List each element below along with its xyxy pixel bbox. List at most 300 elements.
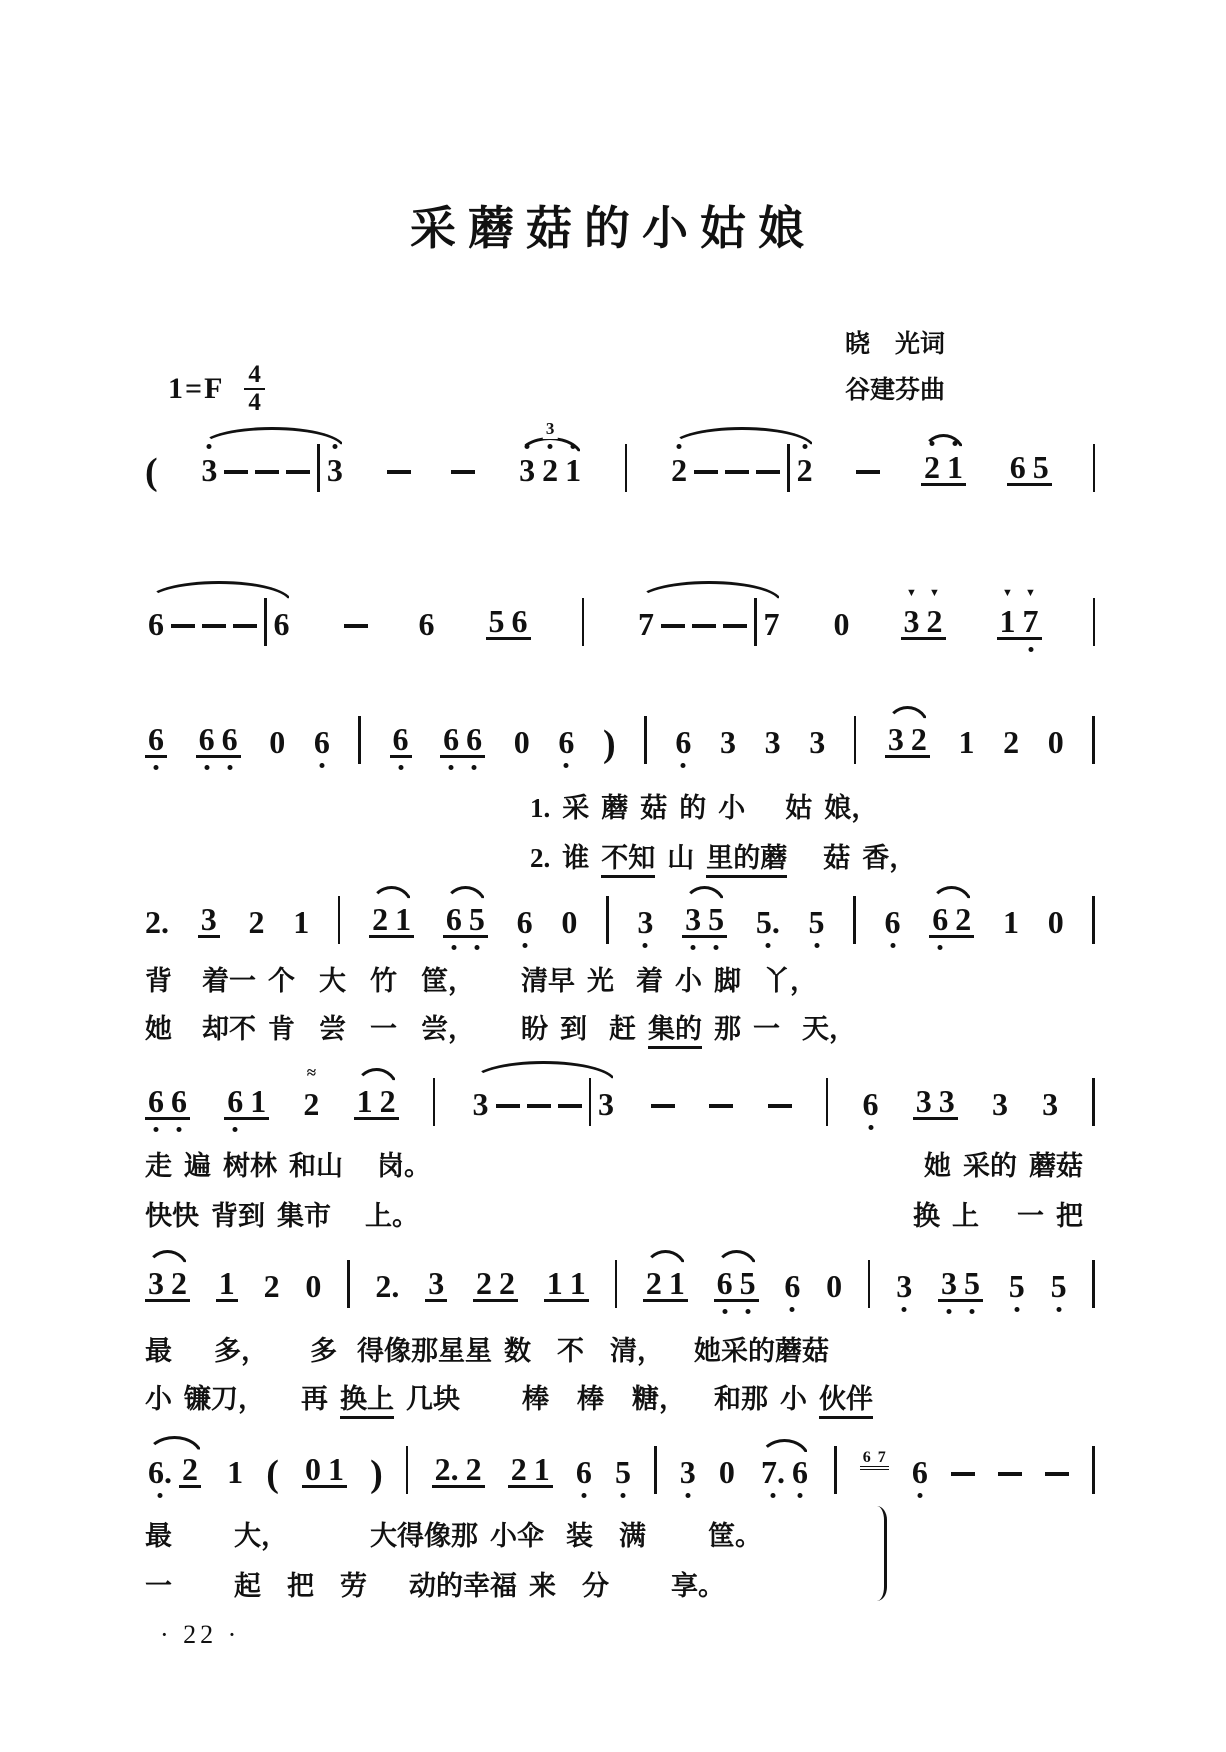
lyric-segment: 肯 bbox=[268, 1014, 295, 1044]
note: 2 bbox=[379, 1083, 396, 1119]
spacer bbox=[431, 1224, 913, 1225]
duration-dash bbox=[768, 1104, 792, 1108]
note: ≈ 2 bbox=[303, 1088, 319, 1120]
spacer bbox=[409, 989, 421, 990]
note: 1 bbox=[668, 1265, 685, 1301]
note-group bbox=[302, 1453, 347, 1488]
lyric-line bbox=[145, 1150, 1095, 1182]
note: 3 bbox=[991, 1086, 1008, 1122]
spacer bbox=[184, 1037, 202, 1038]
barline bbox=[654, 1446, 657, 1494]
lyric-segment: 伙伴 bbox=[819, 1383, 873, 1419]
lyric-segment: 不 bbox=[557, 1336, 584, 1366]
note-group bbox=[860, 1450, 889, 1470]
lyric-segment: 树林 bbox=[223, 1151, 277, 1181]
music-line bbox=[145, 1046, 1095, 1120]
lyric-segment: 大， bbox=[234, 1521, 288, 1551]
duration-dash bbox=[1045, 1472, 1069, 1476]
spacer bbox=[561, 1407, 577, 1408]
spacer bbox=[698, 1407, 714, 1408]
note: 6 bbox=[784, 1268, 801, 1304]
spacer bbox=[184, 1594, 234, 1595]
note-group bbox=[1007, 451, 1052, 486]
note: 6 bbox=[932, 901, 949, 937]
lyric-segment: 到 bbox=[560, 1014, 587, 1044]
music-line bbox=[145, 412, 1095, 493]
spacer bbox=[596, 1359, 610, 1360]
lyric-segment: 采 bbox=[562, 793, 590, 823]
note: 5 bbox=[708, 901, 725, 937]
note: 3 bbox=[809, 724, 826, 760]
lyric-line bbox=[145, 1570, 1095, 1602]
note: 7 bbox=[638, 606, 654, 642]
note: 6 bbox=[884, 904, 901, 940]
spacer bbox=[184, 989, 202, 990]
lyric-segment: 丫， bbox=[763, 966, 817, 996]
note: 0 bbox=[826, 1268, 843, 1304]
barline bbox=[1092, 716, 1095, 764]
lyric-segment: 小 bbox=[780, 1384, 807, 1414]
note: 3 bbox=[679, 1454, 696, 1490]
note: 6. bbox=[148, 1454, 172, 1490]
note: 3 bbox=[685, 901, 702, 937]
note: 6 bbox=[221, 721, 238, 757]
note: 2 bbox=[796, 452, 813, 488]
note: 2 bbox=[955, 901, 972, 937]
duration-dash bbox=[694, 470, 718, 474]
note: 3 bbox=[938, 1083, 955, 1119]
note-group bbox=[145, 1085, 190, 1120]
note: 3 bbox=[941, 1265, 957, 1301]
note: 3 bbox=[201, 452, 218, 488]
note-group bbox=[354, 1085, 399, 1120]
note: 1 bbox=[1002, 904, 1019, 940]
note-group bbox=[440, 723, 485, 758]
lyric-segment: 一 bbox=[1017, 1201, 1044, 1231]
note: 6 bbox=[443, 721, 460, 757]
barline bbox=[826, 1078, 829, 1126]
lyric-segment: 香， bbox=[862, 843, 917, 873]
note: 6 bbox=[392, 721, 409, 757]
note-group bbox=[470, 1078, 618, 1120]
duration-dash bbox=[496, 1104, 520, 1108]
spacer bbox=[991, 1224, 1017, 1225]
duration-dash bbox=[558, 1104, 582, 1108]
spacer bbox=[543, 1359, 557, 1360]
composer-credit: 谷建芬曲 bbox=[845, 377, 946, 405]
note: 1 bbox=[947, 449, 964, 485]
note: 0 bbox=[513, 724, 530, 760]
duration-dash bbox=[756, 470, 780, 474]
duration-dash bbox=[998, 1472, 1022, 1476]
note-group bbox=[198, 903, 220, 938]
lyric-segment: 不知 bbox=[601, 842, 655, 878]
note: 6 bbox=[227, 1083, 244, 1119]
note: 1 bbox=[293, 904, 310, 940]
note: 1 bbox=[569, 1265, 586, 1301]
lyric-segment: 来 bbox=[529, 1571, 556, 1601]
note: 5 bbox=[488, 603, 505, 639]
note: 6 bbox=[911, 1454, 928, 1490]
lyric-segment: 小 bbox=[675, 966, 702, 996]
note: 2 bbox=[498, 1265, 515, 1301]
spacer bbox=[379, 1594, 409, 1595]
lyric-segment: 岗。 bbox=[377, 1151, 431, 1181]
barline bbox=[1092, 896, 1095, 944]
duration-dash bbox=[286, 470, 310, 474]
note: 7 bbox=[763, 606, 780, 642]
spacer bbox=[443, 1174, 924, 1175]
lyric-segment: 享。 bbox=[671, 1571, 725, 1601]
lyric-segment: 一 bbox=[753, 1014, 780, 1044]
lyric-segment: 尝 bbox=[319, 1014, 346, 1044]
note-group bbox=[682, 903, 727, 938]
note: 6 bbox=[716, 1265, 733, 1301]
note-group bbox=[145, 1453, 204, 1488]
duration-dash bbox=[451, 470, 475, 474]
music-line bbox=[145, 1414, 1095, 1495]
note: 5 bbox=[808, 904, 825, 940]
spacer bbox=[280, 1359, 310, 1360]
spacer bbox=[676, 1359, 694, 1360]
barline bbox=[1092, 1260, 1095, 1308]
note: 0 bbox=[1047, 724, 1064, 760]
note-group bbox=[216, 1267, 238, 1302]
note: 5 bbox=[1032, 449, 1049, 485]
spacer bbox=[409, 1037, 421, 1038]
note: 1 bbox=[356, 1083, 373, 1119]
barline bbox=[582, 598, 585, 646]
note: 6 bbox=[1009, 449, 1026, 485]
lyric-segment: 棒 bbox=[577, 1384, 604, 1414]
lyric-segment: 换 bbox=[913, 1201, 940, 1231]
barline bbox=[317, 444, 320, 492]
note: 3 bbox=[1042, 1086, 1059, 1122]
note-group bbox=[425, 1267, 447, 1302]
lyric-segment: 再 bbox=[301, 1384, 328, 1414]
barline bbox=[606, 896, 609, 944]
spacer bbox=[658, 1544, 708, 1545]
note: 1 bbox=[395, 901, 412, 937]
note: 1 bbox=[958, 724, 975, 760]
note-group bbox=[508, 1453, 553, 1488]
note-group bbox=[901, 605, 946, 640]
lyric-segment: 走 bbox=[145, 1151, 172, 1181]
note: 0 bbox=[305, 1451, 322, 1487]
spacer bbox=[605, 1544, 619, 1545]
barline bbox=[406, 1446, 409, 1494]
lyric-segment: 上。 bbox=[365, 1201, 419, 1231]
parenthesis: ( bbox=[145, 451, 158, 493]
lyric-segment: 她采的蘑菇 bbox=[694, 1336, 829, 1366]
note: 2 bbox=[263, 1268, 280, 1304]
note: 0 bbox=[833, 606, 850, 642]
lyric-segment: 蘑 bbox=[601, 793, 629, 823]
barline bbox=[625, 444, 628, 492]
note-group bbox=[145, 598, 293, 640]
note: 3 bbox=[519, 452, 536, 488]
note: 2 bbox=[924, 449, 941, 485]
lyric-segment: 最 bbox=[145, 1521, 172, 1551]
lyric-segment: 换上 bbox=[340, 1383, 394, 1419]
barline bbox=[787, 444, 790, 492]
lyric-segment: 那 bbox=[714, 1014, 741, 1044]
lyric-segment: 分 bbox=[582, 1571, 609, 1601]
note-group bbox=[179, 1453, 201, 1488]
duration-dash bbox=[387, 470, 411, 474]
note-group bbox=[921, 451, 966, 486]
note: ▼ 3 bbox=[904, 605, 920, 637]
duration-dash bbox=[661, 624, 685, 628]
note: 6 bbox=[418, 606, 435, 642]
note: 5. bbox=[755, 904, 780, 940]
lyric-segment: 糖， bbox=[632, 1384, 686, 1414]
lyric-segment: 菇 bbox=[640, 793, 668, 823]
lyric-segment: 得像那星星 bbox=[357, 1336, 492, 1366]
note: 3 bbox=[915, 1083, 932, 1119]
lyric-segment: 蘑菇 bbox=[1029, 1151, 1083, 1181]
parenthesis: ) bbox=[370, 1453, 383, 1495]
lyricist-credit: 晓 光词 bbox=[845, 331, 946, 358]
barline bbox=[1093, 598, 1096, 646]
note-group bbox=[473, 1267, 518, 1302]
barline bbox=[754, 598, 757, 646]
lyric-segment: 谁 bbox=[562, 843, 590, 873]
lyric-segment: 大得像那 bbox=[370, 1521, 478, 1551]
note: 2 bbox=[182, 1451, 198, 1487]
lyric-line bbox=[145, 1520, 1095, 1552]
note: 6 bbox=[575, 1454, 592, 1490]
note: 0 bbox=[305, 1268, 322, 1304]
duration-dash bbox=[202, 624, 226, 628]
lyric-segment: 天， bbox=[802, 1014, 856, 1044]
note: 5 bbox=[1050, 1268, 1067, 1304]
lyric-segment: 集的 bbox=[648, 1013, 702, 1049]
lyric-segment: 2. bbox=[530, 843, 551, 873]
lyric-segment: 的 bbox=[679, 793, 707, 823]
spacer bbox=[273, 1594, 287, 1595]
note: 5 bbox=[739, 1265, 756, 1301]
barline bbox=[358, 716, 361, 764]
note: 6 bbox=[313, 724, 330, 760]
time-numerator: 4 bbox=[244, 362, 265, 390]
note: 2 bbox=[1003, 724, 1020, 760]
lyric-segment: 把 bbox=[1056, 1201, 1083, 1231]
spacer bbox=[300, 1544, 370, 1545]
note: 2 bbox=[510, 1451, 527, 1487]
note: 7 bbox=[877, 1449, 886, 1466]
note: 3 bbox=[719, 724, 736, 760]
lyric-segment: 个 bbox=[268, 966, 295, 996]
duration-dash bbox=[651, 1104, 675, 1108]
barline bbox=[589, 1078, 592, 1126]
lyric-segment: 一 bbox=[370, 1014, 397, 1044]
spacer bbox=[472, 1407, 522, 1408]
music-line bbox=[145, 1228, 1095, 1302]
note: 1 bbox=[250, 1083, 267, 1119]
lyric-segment: 几块 bbox=[406, 1384, 460, 1414]
note: 6 bbox=[445, 901, 462, 937]
key-signature: 1=F bbox=[168, 372, 225, 406]
note-group bbox=[145, 1267, 190, 1302]
lyric-segment: 遍 bbox=[184, 1151, 211, 1181]
barline bbox=[644, 716, 647, 764]
note: 1 bbox=[533, 1451, 550, 1487]
note-group bbox=[486, 605, 531, 640]
lyric-segment: 她 bbox=[145, 1014, 172, 1044]
note-group bbox=[635, 598, 783, 640]
spacer bbox=[487, 989, 521, 990]
spacer bbox=[487, 1037, 521, 1038]
note-group bbox=[443, 903, 488, 938]
lyric-segment: 快快 bbox=[145, 1201, 199, 1231]
note: 3 bbox=[148, 1265, 164, 1301]
note: 3 bbox=[896, 1268, 913, 1304]
lyric-segment: 筐。 bbox=[708, 1521, 762, 1551]
note: 6 bbox=[675, 724, 692, 760]
duration-dash bbox=[725, 470, 749, 474]
note: 2 bbox=[671, 452, 688, 488]
lyric-segment: 清， bbox=[610, 1336, 664, 1366]
note: 2 bbox=[475, 1265, 492, 1301]
barline bbox=[834, 1446, 837, 1494]
note-group bbox=[938, 1267, 983, 1302]
note: 3 bbox=[428, 1265, 445, 1301]
spacer bbox=[184, 1359, 214, 1360]
music-line bbox=[145, 864, 1095, 938]
note: 1 bbox=[565, 452, 582, 488]
lyric-segment: 多， bbox=[214, 1336, 268, 1366]
spacer bbox=[626, 989, 636, 990]
barline bbox=[1092, 1078, 1095, 1126]
note: 3 bbox=[598, 1086, 615, 1122]
lyric-segment: 她 bbox=[924, 1151, 951, 1181]
note: 6 bbox=[148, 721, 164, 757]
note: 0 bbox=[269, 724, 286, 760]
barline bbox=[868, 1260, 871, 1308]
note: 2. bbox=[145, 904, 169, 940]
duration-dash bbox=[224, 470, 248, 474]
note: 2 bbox=[465, 1451, 482, 1487]
note: 5 bbox=[468, 901, 485, 937]
spacer bbox=[568, 1594, 582, 1595]
lyric-segment: 1. bbox=[530, 793, 551, 823]
duration-dash bbox=[951, 1472, 975, 1476]
duration-dash bbox=[255, 470, 279, 474]
lyric-segment: 小 bbox=[145, 1384, 172, 1414]
note: 6 bbox=[171, 1083, 187, 1119]
lyric-segment: 集市 bbox=[277, 1201, 331, 1231]
lyric-line bbox=[145, 965, 1095, 997]
note: 3 bbox=[764, 724, 781, 760]
note: 3 bbox=[200, 901, 217, 937]
note-group bbox=[369, 903, 414, 938]
note-group bbox=[196, 723, 241, 758]
note-group bbox=[929, 903, 974, 938]
note: ▼ 1 bbox=[1000, 605, 1016, 637]
lyric-segment: 盼 bbox=[521, 1014, 548, 1044]
lyric-segment: 着 bbox=[636, 966, 663, 996]
note-group bbox=[885, 723, 930, 758]
lyric-segment: 最 bbox=[145, 1336, 172, 1366]
spacer bbox=[307, 1037, 319, 1038]
spacer bbox=[184, 1544, 234, 1545]
barline bbox=[854, 716, 857, 764]
barline bbox=[615, 1260, 618, 1308]
lyric-segment: 上 bbox=[952, 1201, 979, 1231]
note: ▼ 2 bbox=[927, 605, 943, 637]
lyric-segment: 动的幸福 bbox=[409, 1571, 517, 1601]
system-end-bracket bbox=[872, 1506, 887, 1601]
lyric-segment: 一 bbox=[145, 1571, 172, 1601]
barline bbox=[1092, 1446, 1095, 1494]
barline bbox=[433, 1078, 436, 1126]
music-line bbox=[145, 684, 1095, 765]
note: 6 bbox=[273, 606, 290, 642]
lyric-segment: 采的 bbox=[963, 1151, 1017, 1181]
lyric-segment: 娘， bbox=[824, 793, 879, 823]
duration-dash bbox=[723, 624, 747, 628]
note: 1 bbox=[218, 1265, 235, 1301]
note-group bbox=[224, 1085, 269, 1120]
note-group bbox=[432, 1453, 485, 1488]
lyric-line bbox=[145, 1013, 1095, 1049]
time-denominator: 4 bbox=[248, 389, 261, 417]
note: 5 bbox=[964, 1265, 980, 1301]
lyric-segment: 起 bbox=[234, 1571, 261, 1601]
note: 6 bbox=[791, 1454, 808, 1490]
note: ▼ 7 bbox=[1023, 605, 1039, 637]
lyric-segment: 背到 bbox=[211, 1201, 265, 1231]
spacer bbox=[753, 989, 763, 990]
spacer bbox=[277, 1407, 301, 1408]
spacer bbox=[621, 1594, 671, 1595]
spacer bbox=[343, 1224, 365, 1225]
note: 2 bbox=[248, 904, 265, 940]
note-group bbox=[643, 1267, 688, 1302]
note-group bbox=[714, 1267, 759, 1302]
parenthesis: ) bbox=[602, 723, 616, 765]
lyric-segment: 竹 bbox=[370, 966, 397, 996]
note-group bbox=[145, 723, 167, 758]
duration-dash bbox=[527, 1104, 551, 1108]
spacer bbox=[355, 1174, 377, 1175]
note: 2 bbox=[910, 721, 927, 757]
note: 2 bbox=[171, 1265, 187, 1301]
note-group bbox=[390, 723, 412, 758]
lyric-segment: 背 bbox=[145, 966, 172, 996]
note-group bbox=[668, 444, 816, 486]
duration-dash bbox=[709, 1104, 733, 1108]
duration-dash bbox=[171, 624, 195, 628]
note: 6 bbox=[862, 1449, 871, 1466]
spacer bbox=[556, 1544, 566, 1545]
lyric-segment: 满 bbox=[619, 1521, 646, 1551]
lyric-line bbox=[145, 792, 1095, 824]
barline bbox=[264, 598, 267, 646]
barline bbox=[347, 1260, 350, 1308]
note: 0 bbox=[1047, 904, 1064, 940]
note: 2. bbox=[375, 1268, 400, 1304]
lyric-segment: 镰刀， bbox=[184, 1384, 265, 1414]
note-group bbox=[913, 1085, 958, 1120]
lyric-segment: 和山 bbox=[289, 1151, 343, 1181]
lyric-segment: 大 bbox=[319, 966, 346, 996]
music-line bbox=[145, 566, 1095, 640]
lyric-segment: 小伞 bbox=[490, 1521, 544, 1551]
spacer bbox=[358, 989, 370, 990]
lyric-segment: 着一 bbox=[202, 966, 256, 996]
